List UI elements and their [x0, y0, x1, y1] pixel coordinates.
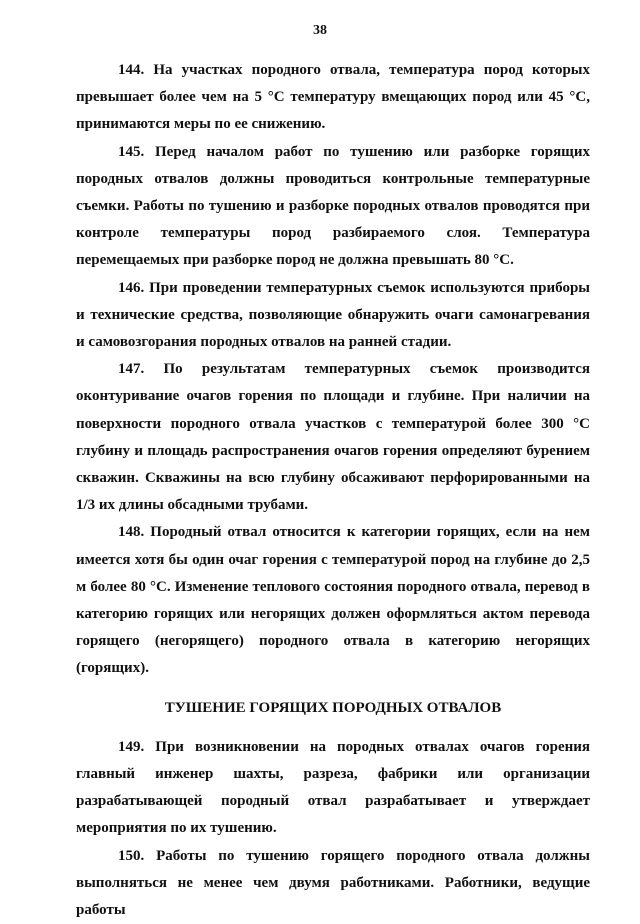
paragraph-148: 148. Породный отвал относится к категории горящих, если на нем имеется хотя бы один очаг горения с температурой пород на глубине до 2,5 м более 80 °С. Изменение теплового состояния породного отвала, перевод в категорию горящих или негорящих должен оформляться актом перевода горящего (негорящего) породного отвала в категорию негорящих (горящих). — [76, 524, 590, 677]
paragraph-145: 145. Перед началом работ по тушению или разборке горящих породных отвалов должны проводиться контрольные температурные съемки. Работы по тушению и разборке породных отвалов проводятся при контроле температуры пород разбираемого слоя. Температура перемещаемых при разборке пород не должна превышать 80 °С. — [76, 143, 590, 269]
paragraph-150: 150. Работы по тушению горящего породного отвала должны выполняться не менее чем двумя работниками. Работники, ведущие работы — [76, 847, 590, 919]
paragraph-144: 144. На участках породного отвала, температура пород которых превышает более чем на 5 °С температуру вмещающих пород или 45 °С, принимаются меры по ее снижению. — [76, 62, 590, 133]
section-heading: ТУШЕНИЕ ГОРЯЩИХ ПОРОДНЫХ ОТВАЛОВ — [164, 699, 502, 716]
paragraph-146: 146. При проведении температурных съемок используются приборы и технические средства, позволяющие обнаружить очаги самонагревания и самовозгорания породных отвалов на ранней стадии. — [76, 279, 590, 351]
paragraph-149: 149. При возникновении на породных отвалах очагов горения главный инженер шахты, разреза, фабрики или организации разрабатывающей породный отвал разрабатывает и утверждает мероприятия по их тушению. — [76, 738, 590, 837]
document-body — [76, 57, 590, 924]
page-number: 38 — [313, 23, 327, 38]
paragraph-147: 147. По результатам температурных съемок производится оконтуривание очагов горения по площади и глубине. При наличии на поверхности породного отвала участков с температурой более 300 °С глубину и площадь распространения очагов горения определяют бурением скважин. Скважины на всю глубину обсаживают перфорированными на 1/3 их длины обсадными трубами. — [76, 361, 590, 514]
